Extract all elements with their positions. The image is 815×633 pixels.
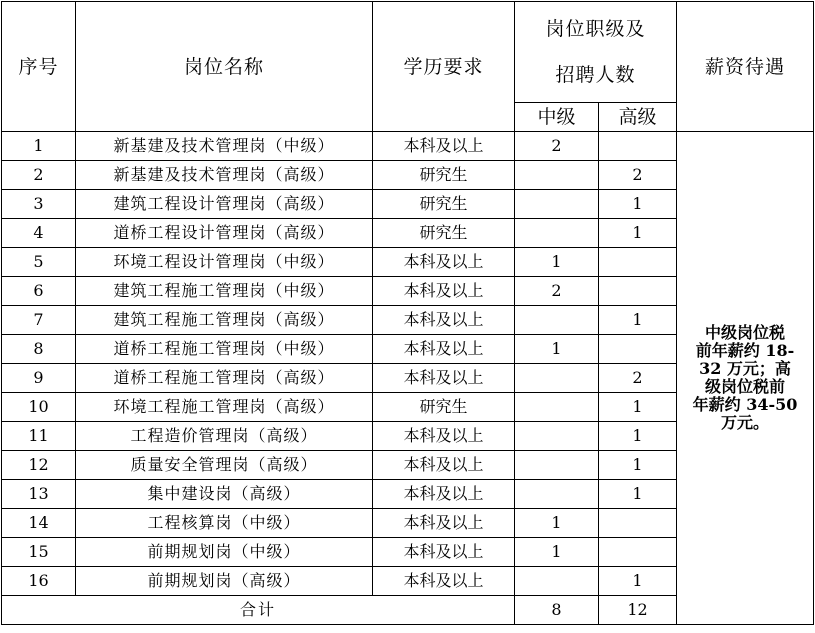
row-senior-count: 1 bbox=[599, 190, 677, 219]
row-index: 2 bbox=[2, 161, 76, 190]
total-senior: 12 bbox=[599, 596, 677, 625]
header-row bbox=[2, 2, 814, 103]
row-education: 本科及以上 bbox=[373, 132, 515, 161]
row-senior-count: 1 bbox=[599, 422, 677, 451]
row-senior-count: 2 bbox=[599, 364, 677, 393]
header-index: 序号 bbox=[2, 2, 76, 132]
row-mid-count bbox=[515, 161, 599, 190]
row-education: 本科及以上 bbox=[373, 451, 515, 480]
total-mid: 8 bbox=[515, 596, 599, 625]
row-index: 15 bbox=[2, 538, 76, 567]
row-senior-count: 1 bbox=[599, 306, 677, 335]
salary-line: 级岗位税前 bbox=[704, 377, 785, 396]
row-position-name: 前期规划岗（高级） bbox=[76, 567, 373, 596]
row-mid-count: 2 bbox=[515, 277, 599, 306]
header-position-name: 岗位名称 bbox=[76, 2, 373, 132]
row-mid-count: 1 bbox=[515, 335, 599, 364]
row-education: 本科及以上 bbox=[373, 509, 515, 538]
row-mid-count: 2 bbox=[515, 132, 599, 161]
row-position-name: 工程核算岗（中级） bbox=[76, 509, 373, 538]
recruitment-table bbox=[1, 1, 814, 625]
row-index: 1 bbox=[2, 132, 76, 161]
row-mid-count bbox=[515, 306, 599, 335]
row-mid-count bbox=[515, 364, 599, 393]
row-education: 本科及以上 bbox=[373, 422, 515, 451]
row-position-name: 建筑工程设计管理岗（高级） bbox=[76, 190, 373, 219]
row-position-name: 环境工程施工管理岗（高级） bbox=[76, 393, 373, 422]
row-education: 研究生 bbox=[373, 190, 515, 219]
row-position-name: 道桥工程施工管理岗（高级） bbox=[76, 364, 373, 393]
row-position-name: 前期规划岗（中级） bbox=[76, 538, 373, 567]
salary-line: 中级岗位税 bbox=[704, 323, 785, 342]
row-senior-count: 1 bbox=[599, 480, 677, 509]
header-level-count bbox=[515, 2, 677, 103]
row-index: 12 bbox=[2, 451, 76, 480]
row-position-name: 质量安全管理岗（高级） bbox=[76, 451, 373, 480]
row-mid-count: 1 bbox=[515, 248, 599, 277]
row-index: 16 bbox=[2, 567, 76, 596]
row-position-name: 新基建及技术管理岗（中级） bbox=[76, 132, 373, 161]
row-education: 研究生 bbox=[373, 393, 515, 422]
row-senior-count: 1 bbox=[599, 219, 677, 248]
row-mid-count bbox=[515, 480, 599, 509]
row-mid-count: 1 bbox=[515, 509, 599, 538]
row-mid-count bbox=[515, 219, 599, 248]
row-mid-count bbox=[515, 567, 599, 596]
row-senior-count: 1 bbox=[599, 393, 677, 422]
row-position-name: 环境工程设计管理岗（中级） bbox=[76, 248, 373, 277]
row-mid-count bbox=[515, 190, 599, 219]
row-senior-count: 1 bbox=[599, 451, 677, 480]
row-index: 8 bbox=[2, 335, 76, 364]
salary-line: 年薪约 34-50 bbox=[692, 395, 798, 414]
row-index: 9 bbox=[2, 364, 76, 393]
row-mid-count: 1 bbox=[515, 538, 599, 567]
row-index: 4 bbox=[2, 219, 76, 248]
row-education: 本科及以上 bbox=[373, 567, 515, 596]
row-senior-count bbox=[599, 277, 677, 306]
row-position-name: 建筑工程施工管理岗（高级） bbox=[76, 306, 373, 335]
row-education: 研究生 bbox=[373, 161, 515, 190]
header-level-line2: 招聘人数 bbox=[555, 64, 636, 86]
row-position-name: 工程造价管理岗（高级） bbox=[76, 422, 373, 451]
row-education: 本科及以上 bbox=[373, 306, 515, 335]
row-senior-count bbox=[599, 335, 677, 364]
header-level-line1: 岗位职级及 bbox=[545, 18, 646, 40]
header-senior-level: 高级 bbox=[599, 103, 677, 132]
row-index: 11 bbox=[2, 422, 76, 451]
row-education: 本科及以上 bbox=[373, 364, 515, 393]
row-index: 7 bbox=[2, 306, 76, 335]
row-index: 5 bbox=[2, 248, 76, 277]
row-index: 14 bbox=[2, 509, 76, 538]
row-position-name: 道桥工程设计管理岗（高级） bbox=[76, 219, 373, 248]
row-senior-count bbox=[599, 509, 677, 538]
row-mid-count bbox=[515, 422, 599, 451]
row-index: 13 bbox=[2, 480, 76, 509]
header-mid-level: 中级 bbox=[515, 103, 599, 132]
row-mid-count bbox=[515, 393, 599, 422]
row-position-name: 集中建设岗（高级） bbox=[76, 480, 373, 509]
header-salary: 薪资待遇 bbox=[677, 2, 814, 132]
salary-line: 前年薪约 18- bbox=[695, 341, 795, 360]
row-position-name: 建筑工程施工管理岗（中级） bbox=[76, 277, 373, 306]
row-education: 本科及以上 bbox=[373, 335, 515, 364]
row-index: 6 bbox=[2, 277, 76, 306]
row-education: 本科及以上 bbox=[373, 277, 515, 306]
table-row bbox=[2, 132, 814, 161]
row-senior-count bbox=[599, 132, 677, 161]
row-senior-count: 2 bbox=[599, 161, 677, 190]
row-index: 3 bbox=[2, 190, 76, 219]
header-education: 学历要求 bbox=[373, 2, 515, 132]
row-education: 本科及以上 bbox=[373, 538, 515, 567]
row-position-name: 新基建及技术管理岗（高级） bbox=[76, 161, 373, 190]
salary-line: 32 万元；高 bbox=[699, 359, 791, 378]
row-index: 10 bbox=[2, 393, 76, 422]
salary-description bbox=[677, 132, 814, 625]
row-senior-count: 1 bbox=[599, 567, 677, 596]
row-mid-count bbox=[515, 451, 599, 480]
total-label: 合计 bbox=[2, 596, 515, 625]
row-education: 研究生 bbox=[373, 219, 515, 248]
row-education: 本科及以上 bbox=[373, 480, 515, 509]
salary-line: 万元。 bbox=[720, 413, 769, 432]
row-education: 本科及以上 bbox=[373, 248, 515, 277]
row-position-name: 道桥工程施工管理岗（中级） bbox=[76, 335, 373, 364]
row-senior-count bbox=[599, 538, 677, 567]
row-senior-count bbox=[599, 248, 677, 277]
